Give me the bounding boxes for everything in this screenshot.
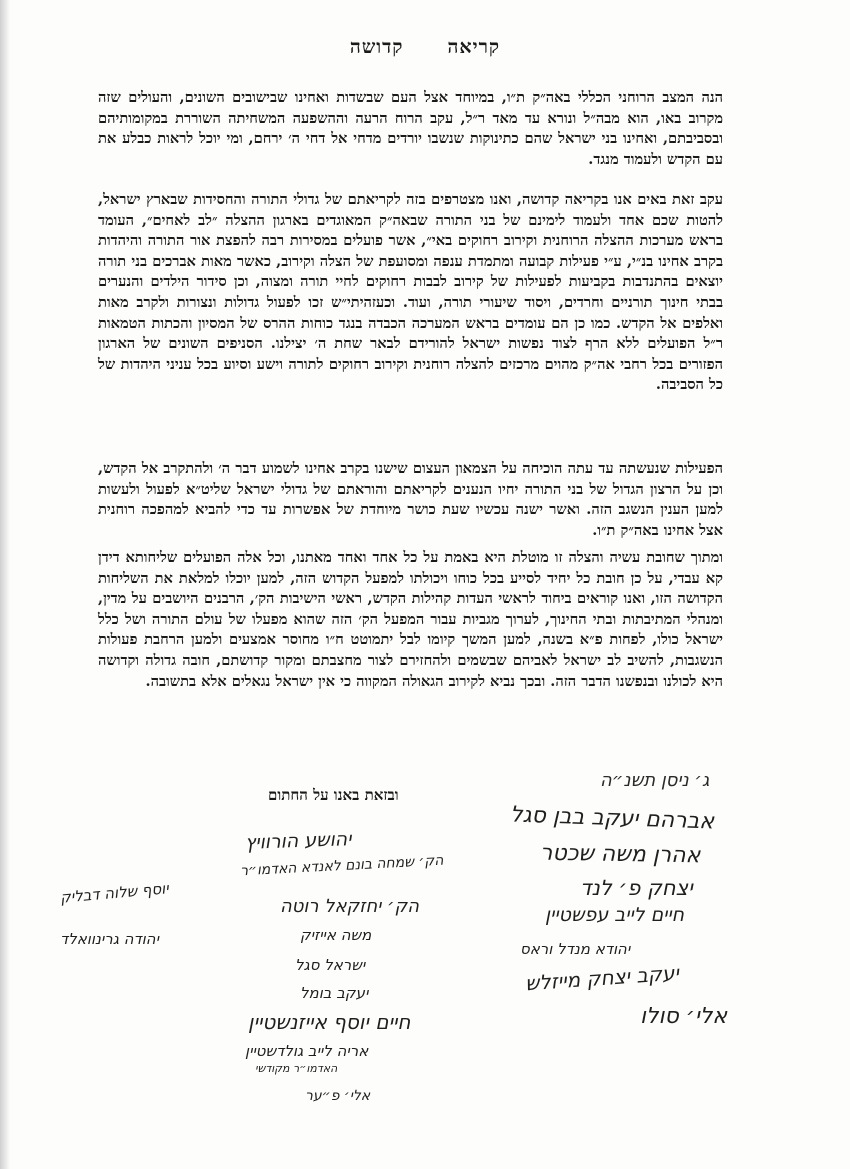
paragraph-4: ומתוך שחובת עשיה והצלה זו מוטלת היא באמת על כל אחד ואחד מאתנו, וכל אלה הפועלים שליחותא דידן קא עבדי, על כן חובת כל יחיד לסייע בכל כוחו ויכולתו למפעל הקדוש הזה, למען יוכלו למלאת את השליחות הקדושה הזו, ואנו קוראים ביחוד לראשי העדות קהילות הקדש, ראשי הישיבות הק׳, הרבנים היושבים על מדין, ומנהלי המתיבתות ובתי החינוך, לערוך מגביות עבור המפעל הק׳ הזה שהוא מפעלו של עולם התורה ושל כלל ישראל כולו, לפחות פ״א בשנה, למען המשך קיומו לבל יתמוטט ח״ו מחוסר אמצעים ולמען הרחבת פעולות הנשגבות, להשיב לב ישראל לאביהם שבשמים ולהחזירם לצור מחצבתם ומקור קדושתם, חובה גדולה וקדושה היא לכולנו ובנפשנו הדבר הזה. ובכך נביא לקירוב הגאולה המקווה כי אין ישראל נגאלים אלא בתשובה. [98, 549, 723, 690]
signature: יהודא מנדל וראס [520, 940, 631, 958]
paragraph-3: הפעילות שנעשתה עד עתה הוכיחה על הצמאון העצום שישנו בקרב אחינו לשמוע דבר ה׳ ולהתקרב אל הקדש, וכן על הרצון הגדול של בני התורה יחיו הנענים לקריאתם והוראתם של גדולי ישראל שליט״א לפעול ולעשות למען הענין הנשגב הזה. ואשר ישנה עכשיו שעת כושר מיוחדת של אפשרות עד כדי להביא למהפכה רוחנית אצל אחינו באה״ק ת״ו. [98, 460, 723, 539]
signature: יוסף שלוה דבליק [59, 879, 170, 907]
signature: אלי׳ סולו [640, 1004, 728, 1029]
signature: הק׳ שמחה בונם לאנדא האדמו״ר [239, 852, 444, 880]
paragraph-1: הנה המצב הרוחני הכללי באה״ק ת״ו, במיוחד אצל העם שבשדות ואחינו שבישובים השונים, והעולים שזה מקרוב באו, הוא מבה״ל ונורא עד מאד ר״ל, עקב הרוח הרעה וההשפעה המשחיתה השוררת במקומותיהם ובסביבתם, ואחינו בני ישראל שהם כתינוקות שנשבו יורדים מדחי אל דחי ה׳ ירחם, ומי יוכל לראות כבלע את עם הקדש ולעמוד מנגד. [98, 89, 723, 168]
signature: יעקב יצחק מייזלש [524, 960, 680, 996]
signature: חיים יוסף אייזנשטיין [248, 1010, 411, 1034]
signature: יהודה גרינוואלד [60, 930, 159, 948]
signature: האדמו״ר מקודשי [255, 1062, 338, 1075]
signature: יהושע הורוויץ [244, 828, 352, 854]
signature: משה אייזיק [300, 926, 372, 944]
signature: אהרן משה שכטר [539, 840, 701, 869]
signature: אריה לייב גולדשטיין [245, 1042, 369, 1060]
signature: הק׳ יחזקאל רוטה [280, 896, 419, 917]
signature: ישראל סגל [295, 956, 366, 974]
paragraph-2: עקב זאת באים אנו בקריאה קדושה, ואנו מצטרפים בזה לקריאתם של גדולי התורה והחסידות שבארץ ישראל, להטות שכם אחד ולעמוד לימינם של בני התורה שבאה״ק המאוגדים בארגון ההצלה ״לב לאחים״, העומד בראש מערכות ההצלה הרוחנית וקירוב רחוקים באי״, אשר פועלים במסירות רבה להפצת אור התורה והיהדות בקרב אחינו בנ״י, ע״י פעילות קבועה ומתמדת ענפה ומסועפת של הצלה וקירוב, כאשר מאות אברכים בני תורה יוצאים בהתנדבות בקביעות לפעילות של קירוב לבבות רחוקים לחיי תורה ומצוה, וכן סידור הילדים והנערים בבתי חינוך תורניים וחרדים, ויסוד שיעורי תורה, ועוד. וכעזהיתי״ש זכו לפעול גדולות ונצורות ולקרב מאות ואלפים אל הקדש. כמו כן הם עומדים בראש המערכה הכבדה בנגד כוחות ההרס של המסיון והכתות הטמאות ר״ל הפועלים ללא הרף לצוד נפשות ישראל להורידם לבאר שחת ה׳ יצילנו. הסניפים השונים של הארגון הפזורים בכל רחבי אה״ק מהוים מרכזים להצלה רוחנית וקירוב רחוקים לתורה וישע וסיוע בכל עניני היהדות של כל הסביבה. [98, 191, 723, 394]
signature: אלי׳ פ״ער [305, 1088, 371, 1104]
closing-line: ובזאת באנו על החתום [268, 786, 399, 804]
title-word-2: קדושה [349, 36, 404, 58]
signature: יעקב בומל [300, 984, 369, 1002]
signature: אברהם יעקב בבן סגל [509, 802, 715, 835]
title-word-1: קריאה [447, 36, 501, 58]
handwritten-date: ג׳ ניסן תשנ״ה [600, 770, 710, 791]
signature: חיים לייב עפשטיין [545, 904, 685, 926]
signature: יצחק פ׳ לנד [580, 876, 693, 900]
